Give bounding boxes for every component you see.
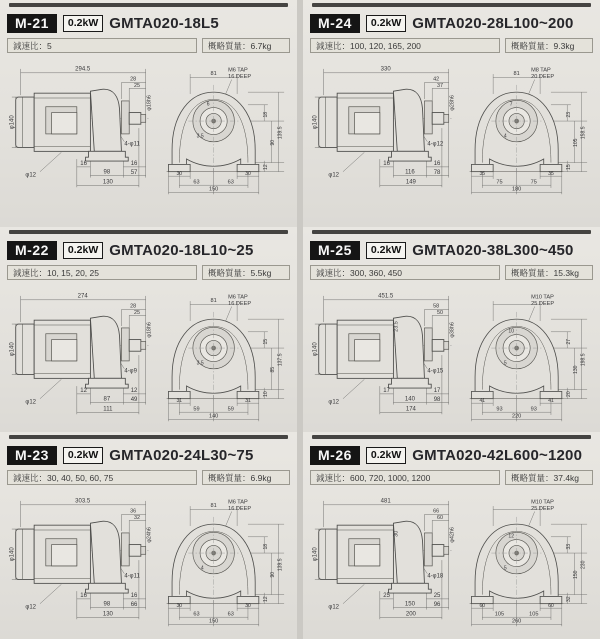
section-code-badge: M-25 [310,241,360,260]
dim-shaft-offset: 16 [433,160,441,167]
gear-housing [90,316,121,378]
fan-cover [319,324,337,374]
dim-grease-hole: φ12 [25,604,37,611]
dim-shaft-diameter: φ24h6 [146,527,153,543]
dim-shaft-length: 36 [130,508,137,515]
mounting-foot [86,378,129,388]
dim-shaft-length: 58 [433,303,440,310]
dim-overall-length: 303.5 [75,498,91,505]
approx-mass-box: 概略質量：9.3kg [505,38,593,53]
side-view-drawing [310,57,455,205]
section-code-badge: M-22 [7,241,57,260]
dim-shaft-overhang: 66 [130,602,138,609]
dim-motor-diameter: φ140 [312,115,319,130]
dim-bolt-half-span-left: 59 [193,406,201,413]
section-divider [9,230,288,234]
mounting-foot [389,583,432,593]
output-shaft [129,340,141,352]
dim-grease-hole: φ12 [328,172,340,179]
approx-mass-box: 概略質量：37.4kg [505,470,593,485]
tap-spec-line2: 20 DEEP [531,74,555,81]
dim-top-width: 81 [210,70,218,77]
motor-nameplate [355,113,380,134]
dim-shaft-length: 28 [130,76,137,83]
dim-overall-length: 294.5 [75,66,91,73]
spec-row [310,470,593,485]
model-number: GMTA020-24L30~75 [109,447,254,464]
section-code-badge: M-24 [310,14,360,33]
reduction-ratio-box: 減速比：300, 360, 450 [310,265,500,280]
dim-motor-diameter: φ140 [9,547,16,562]
output-flange [424,101,432,134]
dim-bolt-half-span-left: 75 [496,179,504,186]
dim-shaft-overhang: 96 [433,602,441,609]
dim-left-foot-width: 60 [479,602,486,609]
section-code-badge: M-21 [7,14,57,33]
dim-center-to-boss: 23 [566,111,573,118]
dim-shaft-diameter: φ18h6 [146,322,153,338]
tap-spec-line1: M8 TAP [531,67,552,74]
mounting-foot [389,378,432,388]
dim-shaft-diameter: φ18h6 [146,95,153,111]
dim-center-height: 105 [573,138,580,147]
power-rating-badge: 0.2kW [366,447,406,465]
section-header [7,238,290,263]
dim-center-to-boss: 18 [263,111,270,118]
dim-shaft-length: 66 [433,508,440,515]
catalog-section [303,227,600,432]
mounting-foot [86,583,129,593]
power-rating-badge: 0.2kW [63,242,103,260]
dim-overall-height: 137.5 [277,353,284,367]
dim-key-height: 10 [508,328,515,335]
fan-cover [16,529,34,579]
dim-foot-span: 140 [404,396,415,403]
catalog-section [303,432,600,639]
end-view-drawing [457,489,593,637]
dim-shaft-overhang: 49 [130,397,138,404]
dim-base-width: 140 [209,413,219,420]
mounting-foot [86,151,129,161]
dim-bolt-half-span-right: 63 [228,611,235,618]
dim-overall-height: 230 [580,560,587,570]
tap-spec-line1: M6 TAP [228,499,249,506]
section-header [310,238,593,263]
dim-shaft-step: 37 [436,82,443,89]
dim-right-foot-width: 31 [245,397,252,404]
fan-cover [319,97,337,147]
dim-keyway: 5 [504,360,508,367]
dim-foot-height: 10 [263,391,270,397]
dim-center-height: 85 [270,366,277,373]
drawings [7,284,290,432]
dim-center-height: 150 [573,570,580,579]
approx-mass-box: 概略質量：5.5kg [202,265,290,280]
dim-foot-span: 116 [405,169,415,176]
dim-foot-span: 98 [103,169,111,176]
dim-shaft-overhang: 78 [433,170,441,177]
reduction-ratio-box: 減速比：600, 720, 1000, 1200 [310,470,500,485]
dim-bolt-half-span-right: 93 [531,406,538,413]
approx-mass-box: 概略質量：6.9kg [202,470,290,485]
dim-foot-span: 98 [103,601,111,608]
end-view-drawing [154,284,290,432]
dim-flange-bolts: 4-φ18 [427,573,444,580]
dim-base-length: 174 [405,406,416,413]
dim-aux-vertical: 30 [393,530,400,537]
dim-base-width: 220 [512,413,522,420]
dim-base-length: 200 [405,611,416,618]
dim-foot-height: 20 [566,391,573,397]
catalog-section [303,0,600,227]
dim-grease-hole: φ12 [25,399,37,406]
motor-nameplate [355,340,380,361]
motor-nameplate [52,113,77,134]
dim-overall-length: 274 [77,293,88,300]
power-rating-badge: 0.2kW [63,15,103,33]
dim-base-length: 111 [103,406,113,413]
dim-bolt-half-span-left: 63 [193,179,201,186]
dim-bolt-half-span-left: 63 [193,611,201,618]
dim-foot-height: 12 [263,164,270,170]
dim-right-foot-width: 35 [548,170,555,177]
dim-left-foot-width: 30 [176,602,183,609]
dim-foot-height: 12 [263,596,270,602]
fan-cover [319,529,337,579]
tap-spec-line1: M6 TAP [228,294,249,301]
output-flange [424,328,432,361]
reduction-ratio-box: 減速比：30, 40, 50, 60, 75 [7,470,197,485]
dim-shaft-diameter: φ42h6 [449,527,456,543]
dim-motor-diameter: φ140 [9,342,16,357]
dim-key-height: 6 [207,101,211,108]
dim-top-width: 81 [210,297,218,304]
output-shaft [432,113,444,125]
power-rating-badge: 0.2kW [366,242,406,260]
dim-right-foot-width: 30 [245,602,252,609]
drawings [310,489,593,637]
dim-shaft-overhang: 57 [130,170,138,177]
tap-spec-line2: 25 DEEP [531,506,555,513]
dim-foot-offset: 16 [80,160,87,167]
fan-cover [16,97,34,147]
section-divider [9,3,288,7]
dim-shaft-offset: 16 [130,592,138,599]
dim-bolt-half-span-left: 105 [495,611,505,618]
dim-overall-height: 198.5 [580,353,587,367]
dim-grease-hole: φ12 [328,604,340,611]
section-code-badge: M-26 [310,446,360,465]
spec-row [310,265,593,280]
dim-center-to-boss: 15 [263,338,270,345]
drawings [310,284,593,432]
dim-shaft-step: 25 [133,309,140,316]
dim-foot-offset: 25 [383,592,390,599]
motor-nameplate [52,340,77,361]
end-view-drawing [457,284,593,432]
dim-base-length: 130 [102,611,113,618]
dim-right-foot-width: 60 [548,602,555,609]
power-rating-badge: 0.2kW [63,447,103,465]
spec-row [310,38,593,53]
dim-base-width: 180 [512,186,522,193]
end-view-drawing [154,489,290,637]
dim-overall-height: 139.5 [277,126,284,140]
dim-keyway: 3.5 [197,133,205,140]
tap-spec-line2: 16 DEEP [228,506,252,513]
dim-grease-hole: φ12 [328,399,340,406]
dim-foot-offset: 17 [383,387,390,394]
shaft-end [141,342,146,350]
dim-center-to-boss: 27 [566,338,573,345]
dim-foot-offset: 12 [80,387,87,394]
reduction-ratio-box: 減速比：10, 15, 20, 25 [7,265,197,280]
dim-grease-hole: φ12 [25,172,37,179]
end-view-drawing [154,57,290,205]
dim-key-height: 7 [510,101,514,108]
tap-spec-line2: 16 DEEP [228,74,252,81]
side-view-drawing [310,284,455,432]
dim-overall-length: 330 [380,66,391,73]
side-view-drawing [7,57,152,205]
dim-shaft-offset: 25 [433,592,441,599]
approx-mass-box: 概略質量：15.3kg [505,265,593,280]
dim-left-foot-width: 30 [176,170,183,177]
gear-housing [393,521,424,583]
dim-keyway: 5 [504,565,508,572]
dim-keyway: 3.5 [197,360,205,367]
dim-overall-length: 451.5 [378,293,394,300]
shaft-end [141,115,146,123]
power-rating-badge: 0.2kW [366,15,406,33]
tap-spec-line1: M6 TAP [228,67,249,74]
dim-base-width: 150 [209,618,219,625]
output-flange [121,328,129,361]
reduction-ratio-box: 減速比：100, 120, 165, 200 [310,38,500,53]
dim-shaft-diameter: φ28h6 [449,95,456,111]
model-number: GMTA020-18L5 [109,15,219,32]
spec-row [7,265,290,280]
section-header [310,11,593,36]
side-view-drawing [7,284,152,432]
end-view-drawing [457,57,593,205]
dim-shaft-step: 25 [133,82,140,89]
dim-bolt-half-span-right: 105 [529,611,539,618]
dim-right-foot-width: 41 [548,397,555,404]
dim-shaft-offset: 17 [433,387,441,394]
section-code-badge: M-23 [7,446,57,465]
fan-cover [16,324,34,374]
dim-center-to-boss: 18 [263,543,270,550]
dim-foot-span: 87 [103,396,111,403]
dim-overall-height: 139.5 [277,558,284,572]
dim-center-height: 130 [573,365,580,374]
dim-shaft-step: 50 [436,309,443,316]
drawings [7,57,290,205]
gear-housing [90,89,121,151]
mounting-foot [389,151,432,161]
dim-top-width: 81 [210,502,218,509]
model-number: GMTA020-18L10~25 [109,242,254,259]
dim-base-width: 150 [209,186,219,193]
output-shaft [432,340,444,352]
dim-shaft-length: 28 [130,303,137,310]
shaft-end [141,547,146,555]
catalog-section [0,0,297,227]
dim-center-to-boss: 33 [566,543,573,550]
dim-base-width: 260 [512,618,522,625]
side-view-drawing [7,489,152,637]
section-divider [312,435,591,439]
motor-nameplate [355,545,380,566]
dim-flange-bolts: 4-φ11 [124,573,140,580]
dim-foot-offset: 16 [80,592,87,599]
dim-top-width: 81 [513,70,521,77]
dim-shaft-length: 42 [433,76,440,83]
output-shaft [129,113,141,125]
drawings [310,57,593,205]
drawings [7,489,290,637]
section-header [310,443,593,468]
dim-bolt-half-span-right: 75 [531,179,538,186]
output-flange [424,533,432,566]
dim-shaft-diameter: φ38h6 [449,322,456,338]
reduction-ratio-box: 減速比：5 [7,38,197,53]
catalog-section [0,432,297,639]
dim-right-foot-width: 30 [245,170,252,177]
side-view-drawing [310,489,455,637]
dim-shaft-step: 60 [436,514,443,521]
dim-key-height: 12 [508,533,515,540]
dim-bolt-half-span-left: 93 [496,406,504,413]
dim-center-height: 90 [270,139,277,146]
dim-overall-height: 158.5 [580,126,587,140]
dim-shaft-overhang: 98 [433,397,441,404]
spec-row [7,38,290,53]
model-number: GMTA020-38L300~450 [412,242,574,259]
dim-keyway: 4 [504,133,508,140]
shaft-end [444,342,449,350]
dim-foot-height: 32 [566,596,573,602]
tap-spec-line1: M10 TAP [531,499,555,506]
dim-left-foot-width: 31 [176,397,183,404]
dim-shaft-offset: 16 [130,160,138,167]
shaft-end [444,115,449,123]
dim-aux-vertical: 23.5 [393,321,400,332]
dim-left-foot-width: 35 [479,170,486,177]
model-number: GMTA020-28L100~200 [412,15,574,32]
dim-center-height: 90 [270,571,277,578]
dim-shaft-offset: 12 [130,387,138,394]
dim-foot-offset: 16 [383,160,390,167]
dim-flange-bolts: 4-φ15 [427,368,444,375]
motor-nameplate [52,545,77,566]
output-flange [121,533,129,566]
dim-flange-bolts: 4-φ12 [427,141,444,148]
dim-left-foot-width: 41 [479,397,486,404]
gear-housing [90,521,121,583]
catalog-section [0,227,297,432]
output-shaft [432,545,444,557]
tap-spec-line1: M10 TAP [531,294,555,301]
gear-housing [393,89,424,151]
tap-spec-line2: 16 DEEP [228,301,252,308]
tap-spec-line2: 25 DEEP [531,301,555,308]
shaft-end [444,547,449,555]
dim-base-length: 130 [102,179,113,186]
section-header [7,443,290,468]
dim-motor-diameter: φ140 [9,115,16,130]
dim-overall-length: 481 [380,498,391,505]
spec-row [7,470,290,485]
approx-mass-box: 概略質量：6.7kg [202,38,290,53]
section-divider [312,230,591,234]
output-shaft [129,545,141,557]
dim-foot-span: 150 [404,601,415,608]
dim-motor-diameter: φ140 [312,342,319,357]
dim-flange-bolts: 4-φ11 [124,141,140,148]
dim-flange-bolts: 4-φ9 [124,368,137,375]
dim-shaft-step: 32 [133,514,140,521]
section-divider [9,435,288,439]
dim-bolt-half-span-right: 59 [228,406,235,413]
section-divider [312,3,591,7]
dim-motor-diameter: φ140 [312,547,319,562]
section-header [7,11,290,36]
dim-base-length: 149 [405,179,416,186]
dim-keyway: 4 [201,565,205,572]
model-number: GMTA020-42L600~1200 [412,447,583,464]
dim-bolt-half-span-right: 63 [228,179,235,186]
output-flange [121,101,129,134]
dim-foot-height: 15 [566,164,573,170]
